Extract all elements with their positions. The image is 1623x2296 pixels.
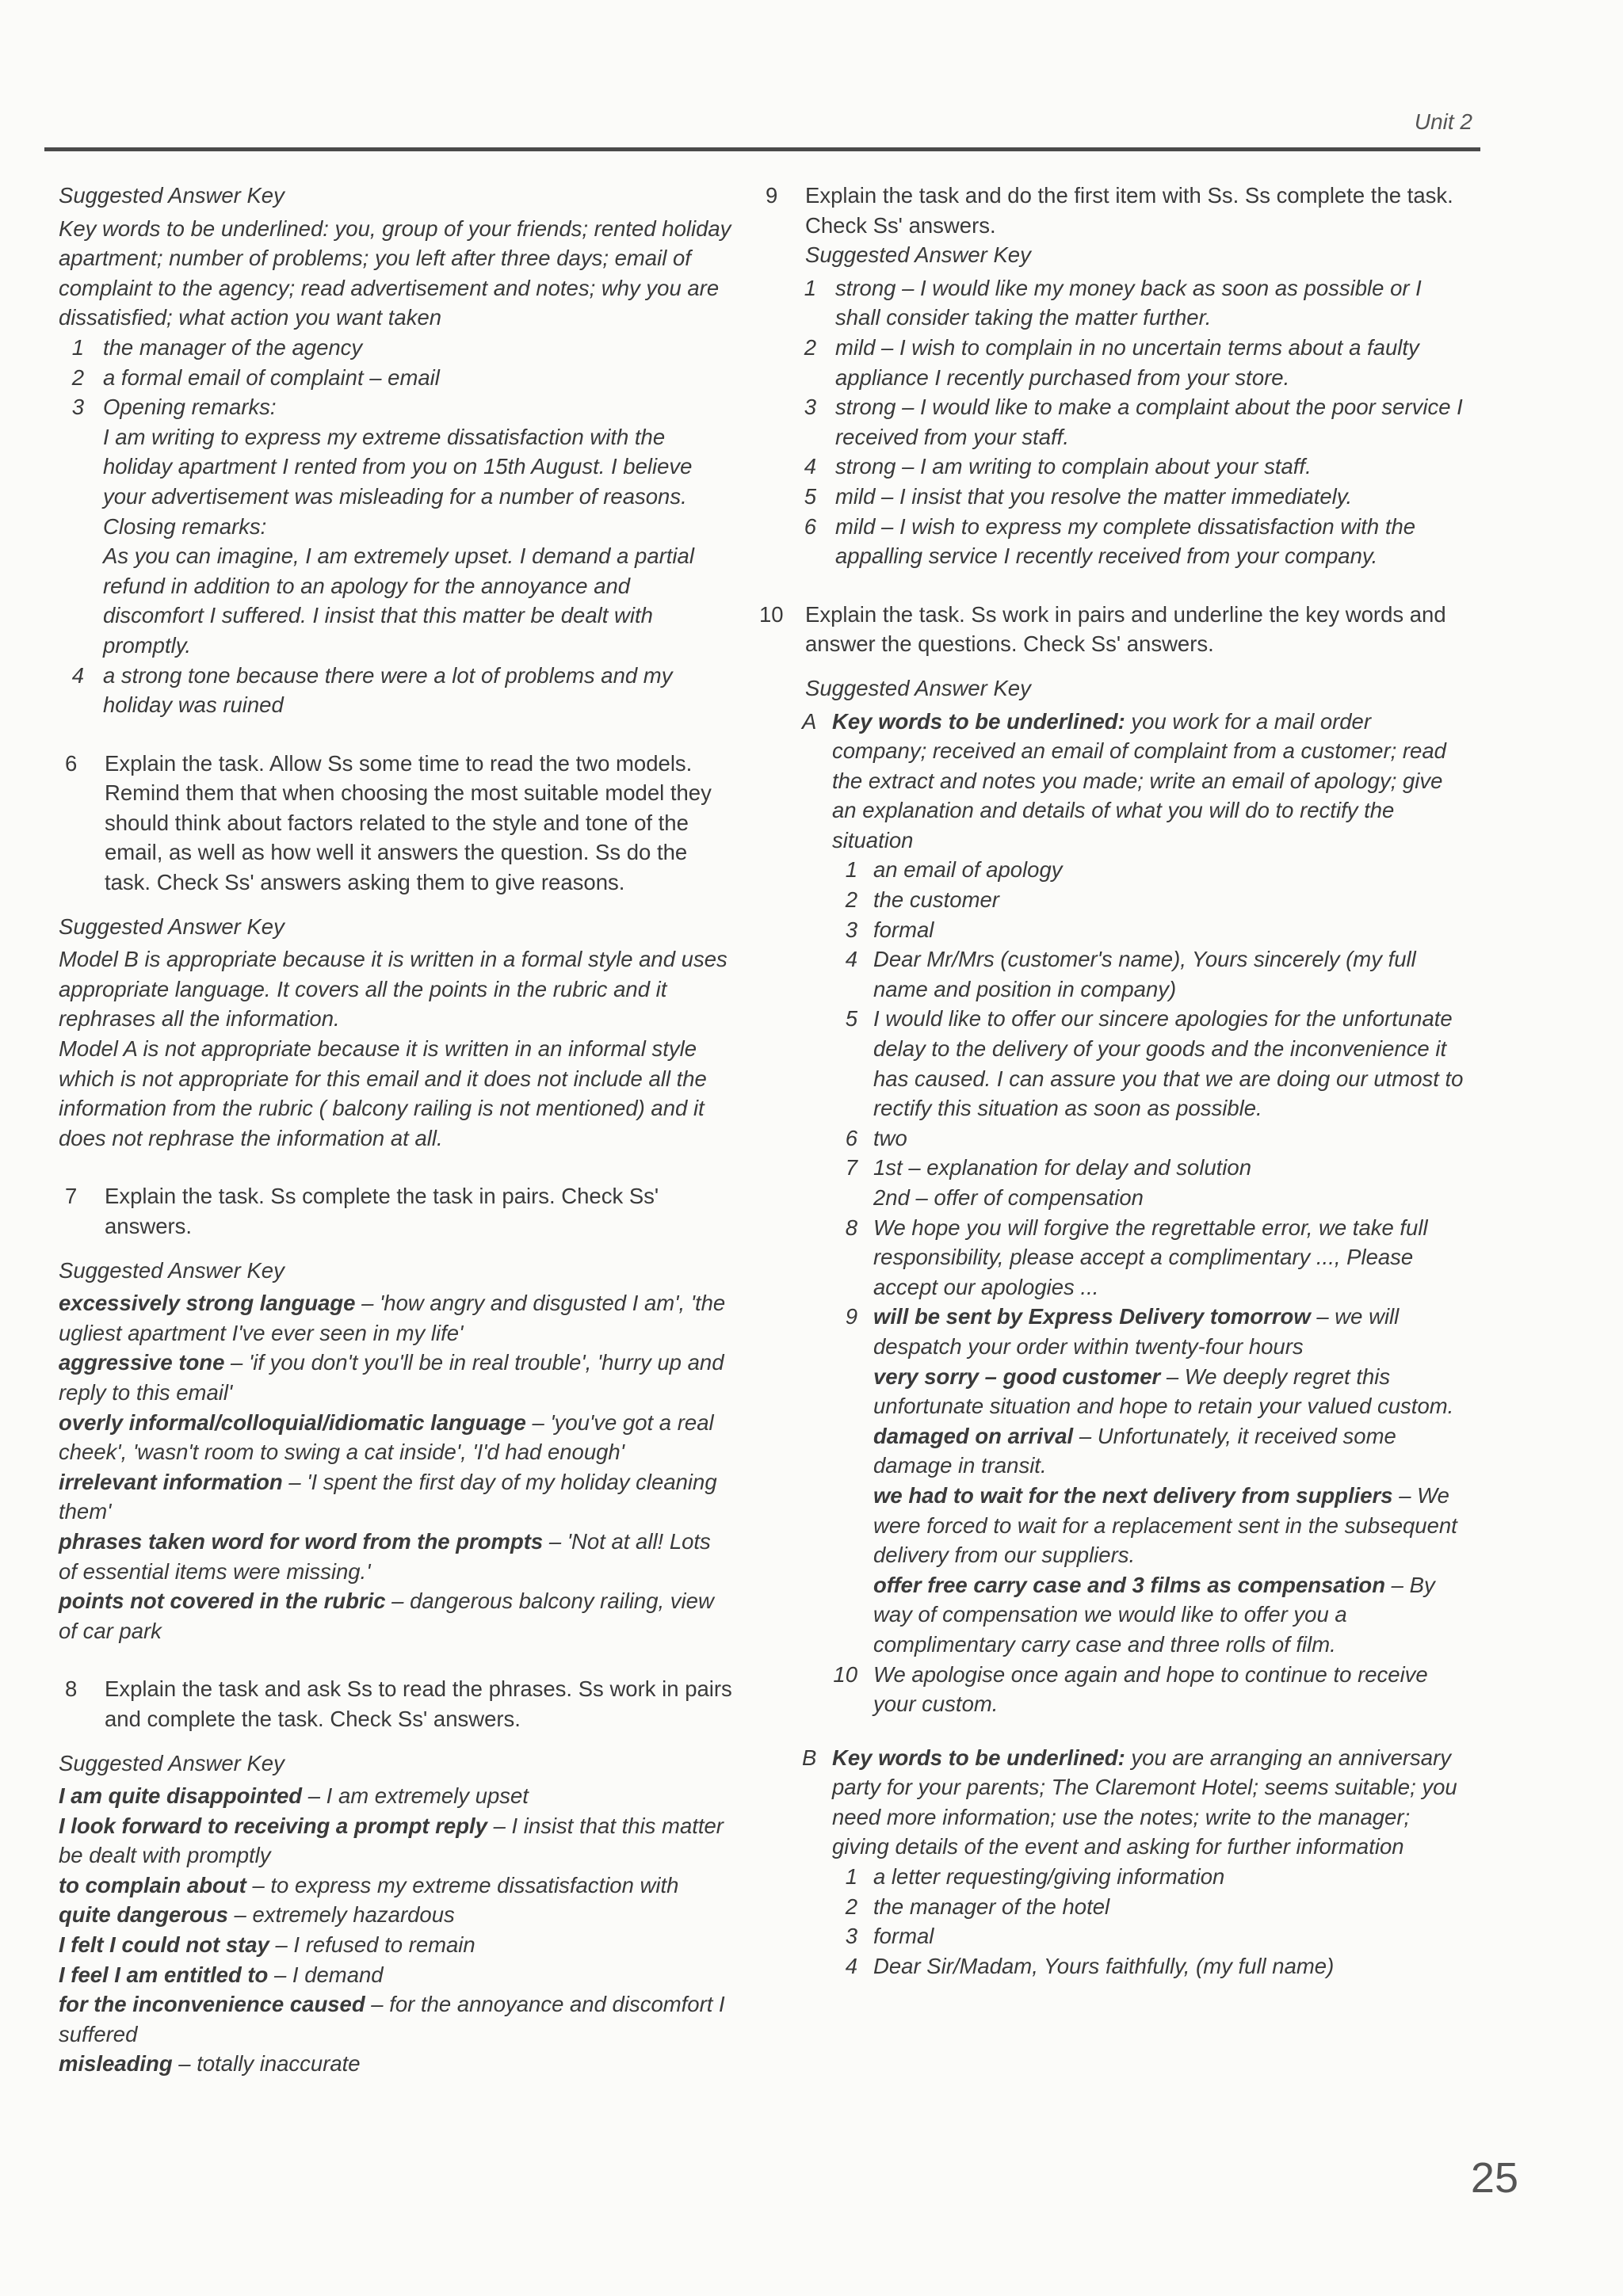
task-9 [759, 181, 1468, 240]
answer-line [59, 2049, 732, 2079]
answer-phrase: we had to wait for the next delivery from suppliers [873, 1482, 1393, 1508]
answer-item [832, 1951, 1468, 1981]
section-letter: B [802, 1745, 817, 1770]
answer-item [791, 273, 1468, 333]
item-number: 1 [804, 275, 816, 300]
item-text: the manager of the hotel [873, 1894, 1110, 1919]
section-letter: A [802, 708, 817, 734]
item-number: 1 [71, 334, 84, 360]
answer-item [832, 1302, 1468, 1361]
page-number: 25 [1470, 2154, 1518, 2202]
task-number: 8 [65, 1676, 78, 1702]
answer-example: – We were forced to wait for a replacement sent in the subsequent delivery from our suppliers. [873, 1482, 1457, 1568]
left-column [59, 181, 732, 2079]
answer-item [832, 855, 1468, 885]
item-text: a strong tone because there were a lot of problems and my holiday was ruined [103, 662, 673, 718]
section-a-items [791, 855, 1468, 1718]
task-number: 9 [766, 183, 778, 208]
answer-key-heading: Suggested Answer Key [805, 675, 1031, 700]
item-number: 2 [804, 334, 816, 360]
answer-key-heading: Suggested Answer Key [59, 1750, 285, 1775]
item-number: 3 [804, 395, 816, 420]
item-number: 1 [845, 1864, 857, 1890]
answer-line [59, 1586, 732, 1646]
answer-example: – I am extremely upset [302, 1783, 529, 1809]
task-instructions: Explain the task and ask Ss to read the phrases. Ss work in pairs and complete the task. Check Ss' answers. [105, 1676, 732, 1731]
item-text: I would like to offer our sincere apologies for the unfortunate delay to the delivery of your goods and the inconvenience it has caused. I can assure you that we are doing our utmost to rectify this situation as soon as possible. [873, 1006, 1464, 1121]
answer-phrase: to complain about [59, 1872, 246, 1897]
item-text: formal [873, 917, 934, 942]
answer-phrase: quite dangerous [59, 1902, 228, 1928]
item-text: Opening remarks: [103, 395, 277, 420]
item-text: the manager of the agency [103, 334, 363, 360]
answer-key-heading: Suggested Answer Key [59, 1257, 285, 1283]
item-text: an email of apology [873, 857, 1063, 883]
answer-phrase: misleading [59, 2051, 173, 2077]
item-text: strong – I am writing to complain about your staff. [835, 454, 1312, 479]
answer-item [832, 1153, 1468, 1183]
answer-item [832, 1660, 1468, 1719]
task-6 [59, 749, 732, 898]
answer-item [832, 885, 1468, 915]
item-text: Dear Sir/Madam, Yours faithfully, (my full name) [873, 1953, 1335, 1978]
task-10 [759, 600, 1468, 659]
answer-phrase: irrelevant information [59, 1469, 283, 1494]
task-instructions: Explain the task. Ss work in pairs and underline the key words and answer the questions. Check Ss' answers. [805, 601, 1446, 657]
answer-item [791, 452, 1468, 482]
answer-example: – I refused to remain [269, 1932, 475, 1958]
answer-phrase: I am quite disappointed [59, 1783, 303, 1809]
answer-item [59, 661, 732, 720]
answer-text: Model B is appropriate because it is written in a formal style and uses appropriate language. It covers all the points in the rubric and it rephrases all the information. [59, 947, 727, 1032]
answer-line [59, 1348, 732, 1407]
item-number: 8 [845, 1215, 857, 1240]
item-text: 1st – explanation for delay and solution [873, 1155, 1251, 1180]
answer-key-heading: Suggested Answer Key [805, 242, 1031, 268]
answer-example: – dangerous balcony railing, view of car park [59, 1589, 714, 1643]
key-words-label: Key words to be underlined: [832, 1745, 1125, 1770]
item-number: 5 [845, 1006, 857, 1032]
answer-item [832, 1921, 1468, 1951]
item-text: We apologise once again and hope to continue to receive your custom. [873, 1661, 1428, 1717]
item-number: 4 [71, 662, 84, 688]
answer-item [832, 915, 1468, 945]
answer-line [832, 1570, 1468, 1660]
item-text: strong – I would like my money back as soon as possible or I shall consider taking the matter further. [835, 275, 1422, 330]
item-text: mild – I wish to complain in no uncertain terms about a faulty appliance I recently purchased from your store. [835, 334, 1419, 390]
answer-phrase: aggressive tone [59, 1350, 225, 1375]
answer-line [59, 1467, 732, 1527]
page-header [44, 103, 1480, 151]
item-text: strong – I would like to make a complaint about the poor service I received from your staff. [835, 395, 1463, 449]
answer-key-heading: Suggested Answer Key [59, 183, 285, 208]
answer-item [791, 482, 1468, 512]
answer-line [832, 1421, 1468, 1481]
answer-item-continued: 2nd – offer of compensation [873, 1185, 1144, 1210]
task-number: 7 [65, 1184, 78, 1209]
answer-phrase: excessively strong language [59, 1291, 356, 1316]
item-text: We hope you will forgive the regrettable error, we take full responsibility, please accept a complimentary ..., Please accept our apologies ... [873, 1215, 1428, 1299]
item-number: 10 [833, 1661, 857, 1687]
answer-example: – to express my extreme dissatisfaction with [246, 1872, 679, 1897]
answer-line [59, 1527, 732, 1586]
answer-line [59, 1288, 732, 1348]
item-number: 4 [804, 454, 816, 479]
right-column [759, 181, 1468, 1981]
answer-example: – 'I spent the first day of my holiday cleaning them' [59, 1469, 717, 1524]
section-a-keywords [791, 707, 1468, 856]
answer-line [59, 1900, 732, 1930]
closing-remarks: As you can imagine, I am extremely upset. I demand a partial refund in addition to an apology for the annoyance and discomfort I suffered. I insist that this matter be dealt with promptly. [103, 543, 694, 658]
answer-example: – 'if you don't you'll be in real trouble', 'hurry up and reply to this email' [59, 1350, 724, 1405]
answer-phrase: for the inconvenience caused [59, 1992, 365, 2017]
task-instructions: Explain the task. Ss complete the task in pairs. Check Ss' answers. [105, 1184, 659, 1238]
answer-item [832, 1213, 1468, 1302]
item-number: 9 [845, 1304, 857, 1329]
task-number: 10 [759, 601, 784, 627]
answer-example: – 'Not at all! Lots of essential items were missing.' [59, 1528, 711, 1584]
answer-line [59, 1408, 732, 1467]
item-number: 6 [845, 1125, 857, 1150]
answer-phrase: offer free carry case and 3 films as compensation [873, 1572, 1386, 1597]
answer-example: – totally inaccurate [172, 2051, 361, 2077]
section-a [759, 707, 1468, 1719]
answer-example: – Unfortunately, it received some damage in transit. [873, 1423, 1396, 1478]
key-words-label: Key words to be underlined: [832, 708, 1125, 734]
answer-line [59, 1989, 732, 2049]
answer-text: Model A is not appropriate because it is written in an informal style which is not appropriate for this email and it does not include all the information from the rubric ( balcony railing is not mentioned) and it does not rephrase the information at all. [59, 1036, 707, 1150]
answer-example: – for the annoyance and discomfort I suffered [59, 1992, 725, 2046]
answer-example: – 'you've got a real cheek', 'wasn't room to swing a cat inside', 'I'd had enough' [59, 1409, 714, 1465]
item-number: 6 [804, 513, 816, 539]
task-7 [59, 1181, 732, 1241]
answer-example: – extremely hazardous [227, 1902, 455, 1928]
answer-item [59, 392, 732, 422]
task-8 [59, 1674, 732, 1733]
answer-item [791, 512, 1468, 571]
unit-label: Unit 2 [1414, 109, 1472, 134]
item-text: two [873, 1125, 907, 1150]
item-number: 5 [804, 483, 816, 509]
answer-example: – I demand [268, 1962, 384, 1987]
item-number: 3 [71, 395, 84, 420]
answer-item [832, 1892, 1468, 1922]
item-number: 3 [845, 917, 857, 942]
answer-phrase: damaged on arrival [873, 1423, 1074, 1448]
answer-phrase: will be sent by Express Delivery tomorrow [873, 1304, 1311, 1329]
item-text: mild – I wish to express my complete dissatisfaction with the appalling service I recently received from your company. [835, 513, 1416, 569]
item-text: formal [873, 1924, 934, 1949]
answer-phrase: I felt I could not stay [59, 1932, 269, 1958]
answer-example: – I insist that this matter be dealt with promptly [59, 1813, 724, 1868]
answer-phrase: phrases taken word for word from the prompts [59, 1528, 544, 1554]
item-number: 7 [845, 1155, 857, 1180]
opening-remarks: I am writing to express my extreme dissatisfaction with the holiday apartment I rented from you on 15th August. I believe your advertisement was misleading for a number of reasons. [103, 424, 693, 509]
answer-item [59, 363, 732, 393]
item-number: 2 [845, 887, 857, 913]
section-b [759, 1743, 1468, 1981]
answer-example: – 'how angry and disgusted I am', 'the ugliest apartment I've ever seen in my life' [59, 1291, 726, 1345]
key-words-text: Key words to be underlined: you, group of your friends; rented holiday apartment; number of problems; you left after three days; email of complaint to the agency; read advertisement and notes; why you are dissatisfied; what action you want taken [59, 215, 731, 330]
answer-item [832, 1004, 1468, 1123]
answer-line [59, 1871, 732, 1901]
key-words-text: you are arranging an anniversary party for your parents; The Claremont Hotel; seems suitable; you need more information; use the notes; write to the manager; giving details of the event and asking for further information [832, 1745, 1457, 1859]
answer-example: – By way of compensation we would like to offer you a complimentary carry case and three rolls of film. [873, 1572, 1435, 1657]
answer-phrase: I feel I am entitled to [59, 1962, 269, 1987]
answer-key-heading: Suggested Answer Key [59, 913, 285, 939]
answer-example: – we will despatch your order within twenty-four hours [873, 1304, 1400, 1359]
task-instructions: Explain the task and do the first item with Ss. Ss complete the task. Check Ss' answers. [805, 183, 1453, 238]
answer-line [832, 1362, 1468, 1421]
task-number: 6 [65, 750, 78, 776]
item-text: the customer [873, 887, 999, 913]
answer-item [832, 1862, 1468, 1892]
section-b-keywords [791, 1743, 1468, 1862]
answer-item [832, 1123, 1468, 1154]
answer-item [832, 944, 1468, 1004]
answer-item [791, 392, 1468, 452]
answer-line [59, 1960, 732, 1990]
answer-line [59, 1811, 732, 1871]
item-text: a letter requesting/giving information [873, 1864, 1225, 1890]
section-b-items [791, 1862, 1468, 1981]
item-text: a formal email of complaint – email [103, 364, 440, 390]
answer-line [59, 1930, 732, 1960]
key-words-text: you work for a mail order company; received an email of complaint from a customer; read the extract and notes you made; write an email of apology; give an explanation and details of what you will do to rectify the situation [832, 708, 1446, 852]
task-instructions: Explain the task. Allow Ss some time to read the two models. Remind them that when choosing the most suitable model they should think about factors related to the style and tone of the email, as well as how well it answers the question. Ss do the task. Check Ss' answers asking them to give reasons. [105, 750, 712, 895]
answer-line [59, 1781, 732, 1811]
item-text: Dear Mr/Mrs (customer's name), Yours sincerely (my full name and position in company) [873, 947, 1416, 1001]
closing-label: Closing remarks: [103, 513, 267, 539]
item-number: 2 [845, 1894, 857, 1919]
answer-item [59, 333, 732, 363]
answer-phrase: very sorry – good customer [873, 1363, 1161, 1389]
item-number: 3 [845, 1924, 857, 1949]
answer-phrase: points not covered in the rubric [59, 1589, 386, 1614]
answer-phrase: I look forward to receiving a prompt reply [59, 1813, 487, 1838]
answer-line [832, 1481, 1468, 1570]
answer-phrase: overly informal/colloquial/idiomatic language [59, 1409, 526, 1435]
item-number: 4 [845, 1953, 857, 1978]
item-number: 4 [845, 947, 857, 972]
item-text: mild – I insist that you resolve the matter immediately. [835, 483, 1353, 509]
answer-example: – We deeply regret this unfortunate situation and hope to retain your valued custom. [873, 1363, 1454, 1419]
item-number: 2 [71, 364, 84, 390]
answer-item [791, 333, 1468, 392]
item-number: 1 [845, 857, 857, 883]
